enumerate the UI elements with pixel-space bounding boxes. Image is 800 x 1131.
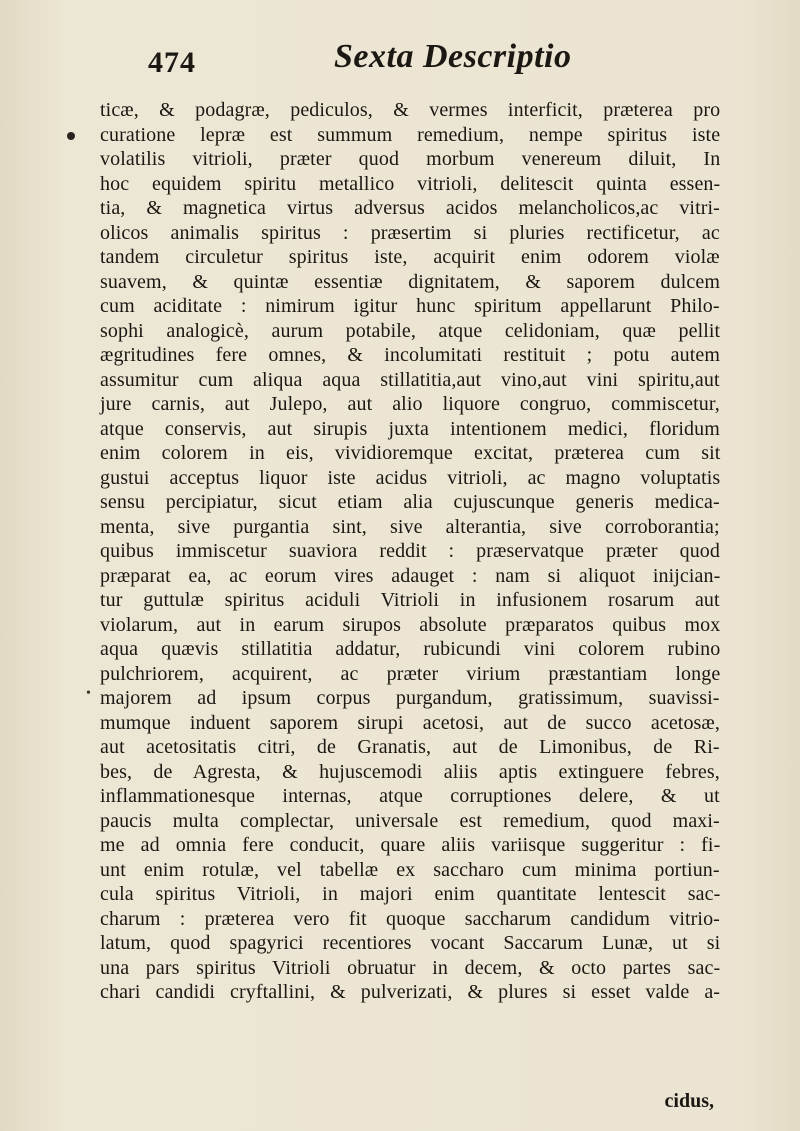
text-line: gustui acceptus liquor iste acidus vitrioli, ac magno voluptatis [100, 466, 721, 489]
text-line: volatilis vitrioli, præter quod morbum venereum diluit, In [100, 148, 721, 170]
text-line: sensu percipiatur, sicut etiam alia cujuscunque generis medica- [100, 491, 720, 513]
text-line: aut acetositatis citri, de Granatis, aut de Limonibus, de Ri- [100, 736, 720, 758]
text-line: suavem, & quintæ essentiæ dignitatem, & saporem dulcem [100, 270, 720, 293]
text-line: assumitur cum aliqua aqua stillatitia,aut vino,aut vini spiritu,aut [100, 368, 720, 391]
text-line: jure carnis, aut Julepo, aut alio liquore congruo, commiscetur, [100, 393, 720, 415]
margin-mark: • [86, 686, 91, 701]
text-line: charum : præterea vero fit quoque saccharum candidum vitrio- [100, 907, 720, 930]
text-line: quibus immiscetur suaviora reddit : præservatque præter quod [100, 540, 721, 562]
ink-blot [67, 132, 75, 140]
text-line: unt enim rotulæ, vel tabellæ ex saccharo cum minima portiun- [100, 858, 720, 881]
text-line: cum aciditate : nimirum igitur hunc spiritum appellarunt Philo- [100, 295, 720, 317]
text-line: paucis multa complectar, universale est remedium, quod maxi- [100, 809, 720, 832]
text-line: hoc equidem spiritu metallico vitrioli, delitescit quinta essen- [100, 172, 721, 195]
text-line: curatione lepræ est summum remedium, nempe spiritus iste [100, 123, 721, 146]
text-line: inflammationesque internas, atque corruptiones delere, & ut [100, 785, 720, 807]
text-line: pulchriorem, acquirent, ac præter virium præstantiam longe [100, 662, 721, 685]
page-number: 474 [148, 46, 196, 79]
text-line: tia, & magnetica virtus adversus acidos melancholicos,ac vitri- [100, 197, 720, 219]
catchword: cidus, [664, 1090, 714, 1112]
text-line: præparat ea, ac eorum vires adauget : nam si aliquot inijcian- [100, 564, 721, 587]
text-line: ticæ, & podagræ, pediculos, & vermes interficit, præterea pro [100, 99, 721, 121]
text-line: majorem ad ipsum corpus purgandum, gratissimum, suavissi- [100, 687, 720, 709]
text-line: atque conservis, aut sirupis juxta intentionem medici, floridum [100, 417, 720, 440]
text-line: aqua quævis stillatitia addatur, rubicundi vini colorem rubino [100, 638, 721, 660]
text-line: tandem circuletur spiritus iste, acquirit enim odorem violæ [100, 246, 720, 268]
text-line: me ad omnia fere conducit, quare aliis variisque suggeritur : fi- [100, 834, 721, 856]
text-line: enim colorem in eis, vividioremque excitat, præterea cum sit [100, 442, 721, 464]
running-head: Sexta Descriptio [334, 38, 572, 75]
text-line: chari candidi cryftallini, & pulverizati, & plures si esset valde a- [100, 981, 721, 1003]
body-text [100, 98, 720, 1005]
text-line: mumque induent saporem sirupi acetosi, aut de succo acetosæ, [100, 711, 720, 734]
text-line: tur guttulæ spiritus aciduli Vitrioli in infusionem rosarum aut [100, 589, 720, 611]
text-line: sophi analogicè, aurum potabile, atque celidoniam, quæ pellit [100, 319, 721, 342]
page-header [148, 38, 708, 86]
text-line: una pars spiritus Vitrioli obruatur in decem, & octo partes sac- [100, 956, 721, 979]
text-line: menta, sive purgantia sint, sive alterantia, sive corroborantia; [100, 515, 720, 538]
text-line: bes, de Agresta, & hujuscemodi aliis aptis extinguere febres, [100, 760, 720, 783]
text-line: violarum, aut in earum sirupos absolute præparatos quibus mox [100, 613, 721, 636]
text-line: latum, quod spagyrici recentiores vocant Saccarum Lunæ, ut si [100, 932, 721, 954]
text-line: cula spiritus Vitrioli, in majori enim quantitate lentescit sac- [100, 883, 721, 905]
text-line: ægritudines fere omnes, & incolumitati restituit ; potu autem [100, 344, 721, 366]
text-line: olicos animalis spiritus : præsertim si pluries rectificetur, ac [100, 221, 720, 244]
